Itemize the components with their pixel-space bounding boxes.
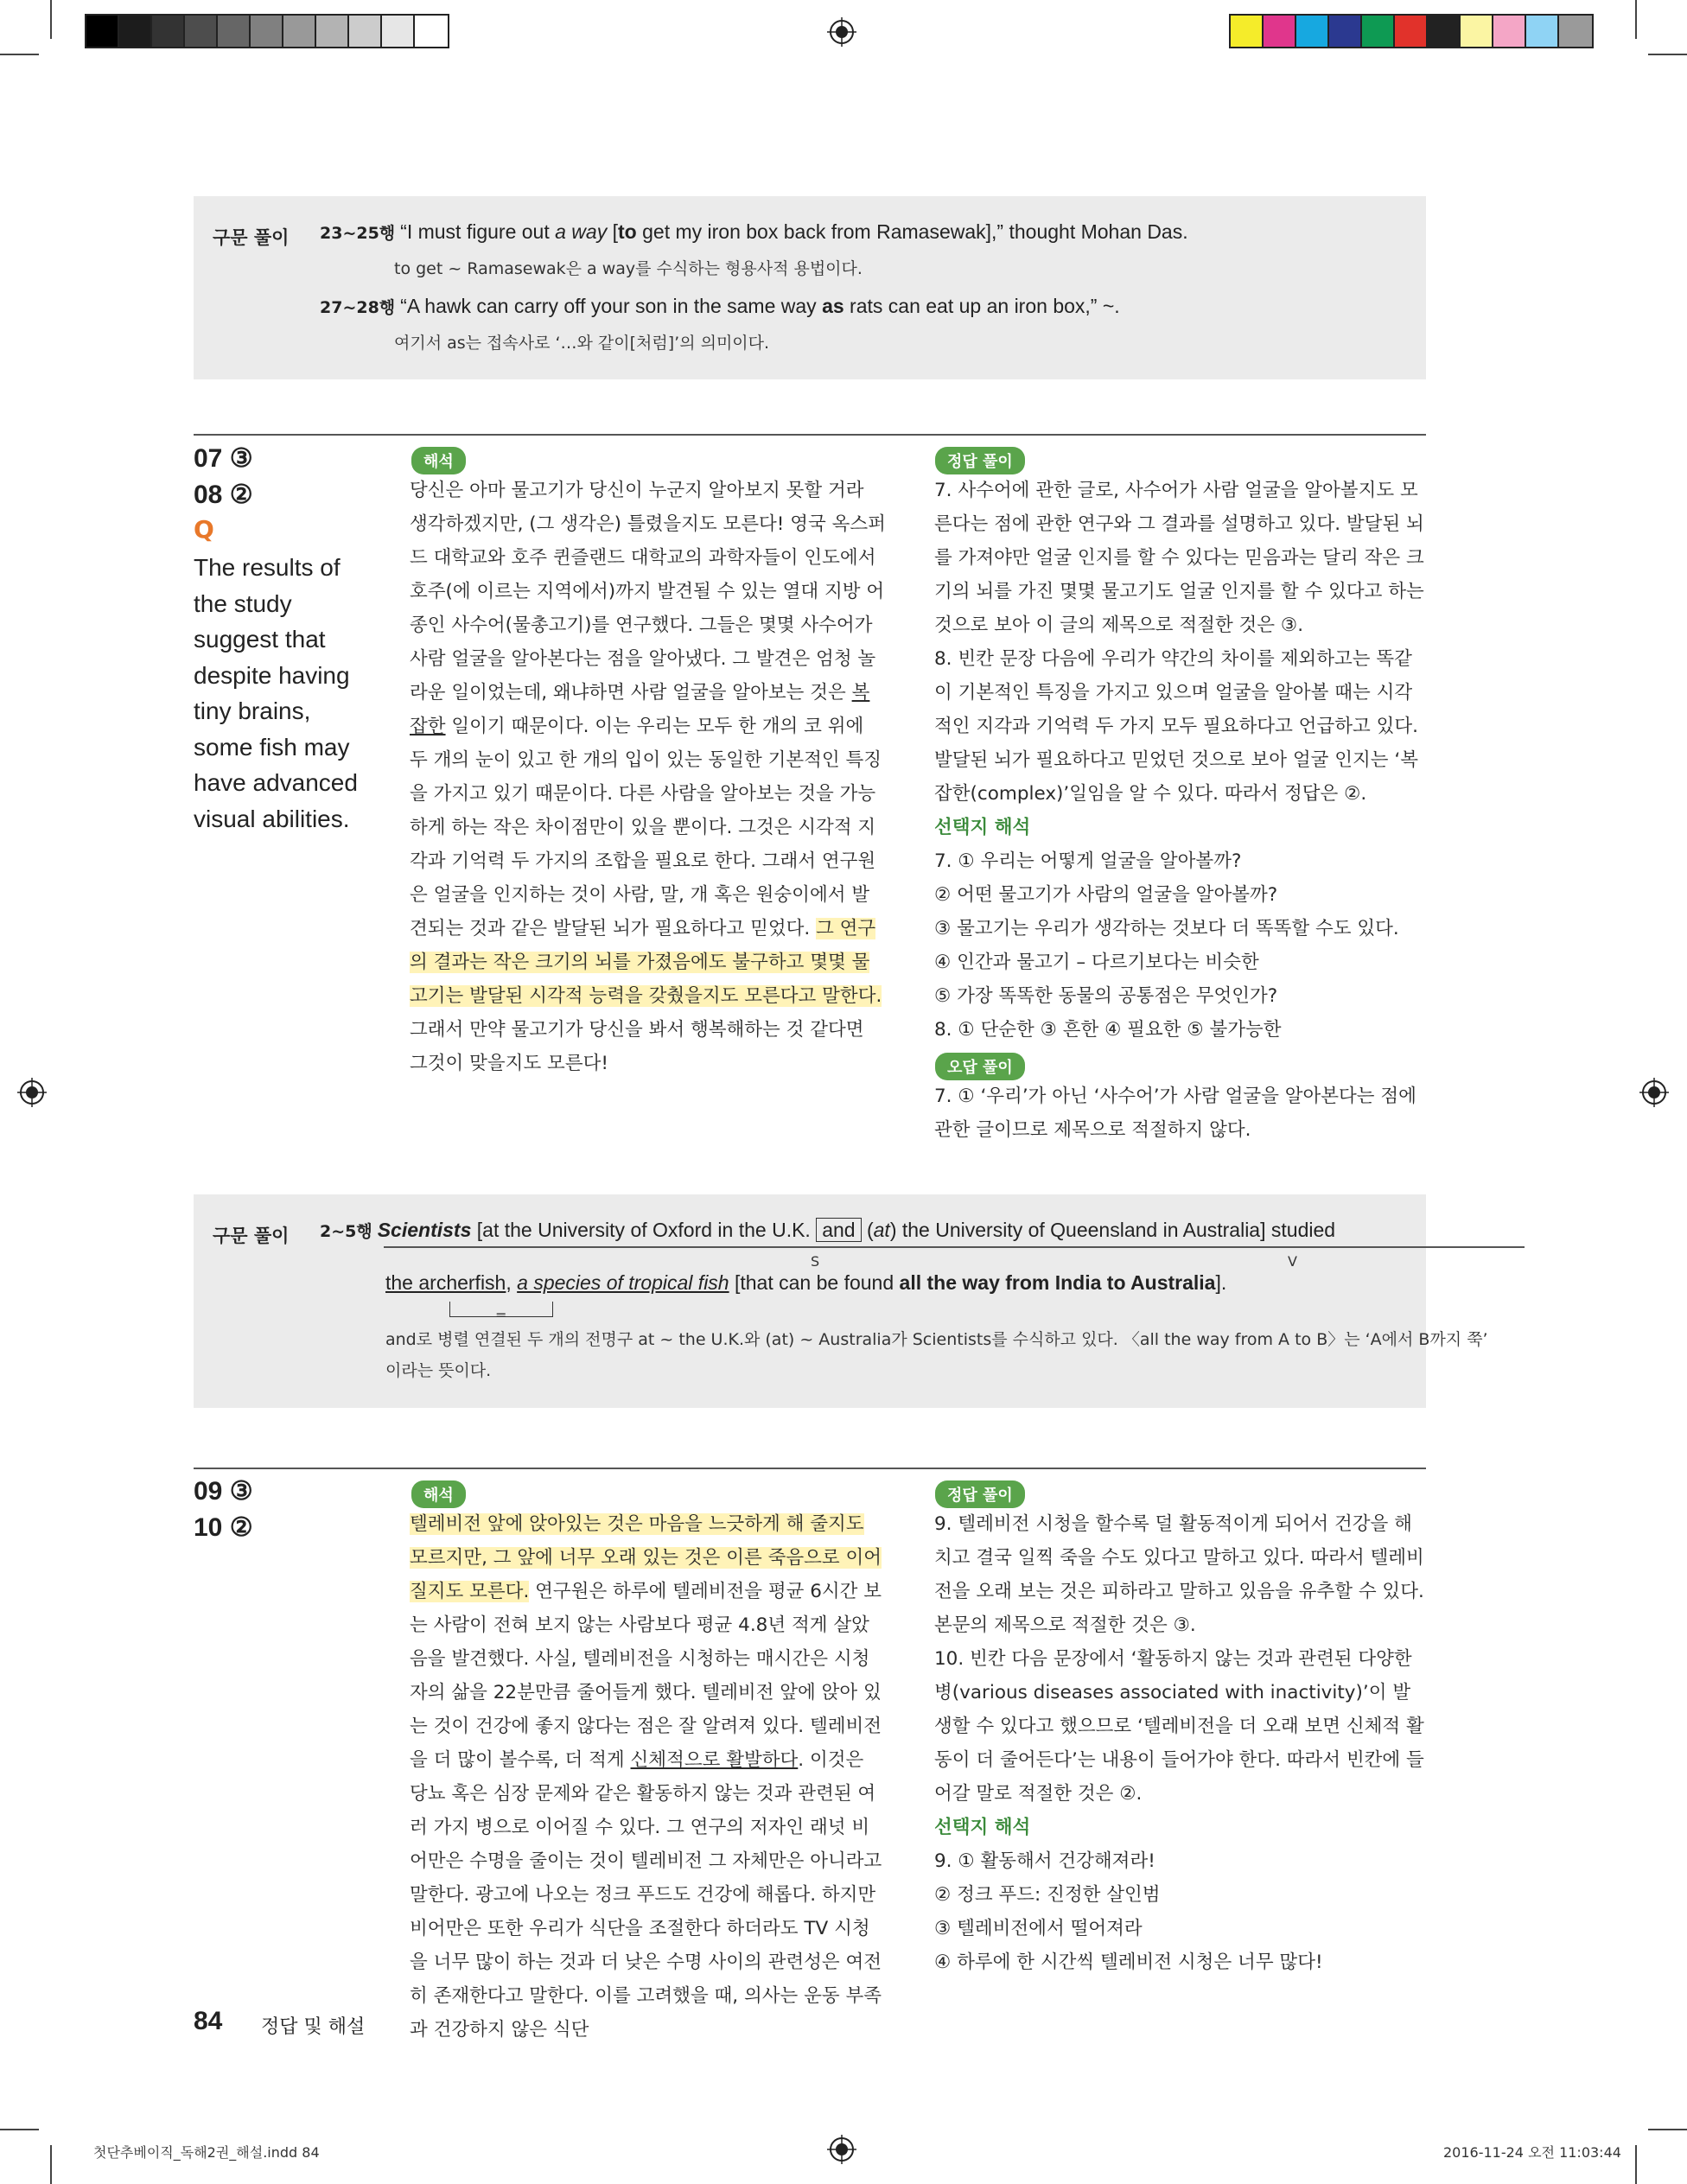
translation-text: 당신은 아마 물고기가 당신이 누군지 알아보지 못할 거라 생각하겠지만, (그 생각은) 틀렸을지도 모른다! 영국 옥스퍼드 대학교와 호주 퀸즐랜드 대학교의 과학자들이 인도에서 호주(에 이르는 지역에서)까지 발견될 수 있는 열대 지방 어종인 사수어(물총고기)를 연구했다. 그들은 몇몇 사수어가 사람 얼굴을 알아본다는 점을 알아냈다. 그 발견은 엄청 놀라운 일이었는데, 왜냐하면 사람 얼굴을 알아보는 것은 복잡한 일이기 때문이다. 이는 우리는 모두 한 개의 코 위에 두 개의 눈이 있고 한 개의 입이 있는 동일한 기본적인 특징을 가지고 있기 때문이다. 다른 사람을 알아보는 것을 가능하게 하는 작은 차이점만이 있을 뿐이다. 그것은 시각적 지각과 기억력 두 가지의 조합을 필요로 한다. 그래서 연구원은 얼굴을 인지하는 것이 사람, 말, 개 혹은 원숭이에서 발견되는 것과 같은 발달된 뇌가 필요하다고 믿었다. 그 연구의 결과는 작은 크기의 뇌를 가졌음에도 불구하고 몇몇 물고기는 발달된 시각적 능력을 갖췄을지도 모른다고 말한다. 그래서 만약 물고기가 당신을 봐서 행복해하는 것 같다면 그것이 맞을지도 모른다! — [410, 480, 886, 1074]
color-swatch — [152, 16, 185, 47]
color-swatch — [316, 16, 349, 47]
file-slug: 첫단추베이직_독해2권_해설.indd 84 — [93, 2144, 320, 2161]
grammar-line: 27~28행 “A hawk can carry off your son in the same way as rats can eat up an iron box,” ~. — [320, 295, 1120, 317]
color-swatch — [1362, 16, 1395, 47]
registration-mark-icon — [1639, 1078, 1669, 1107]
question-summary: The results of the study suggest that despite having tiny brains, some fish may have advanced visual abilities. — [194, 554, 358, 832]
registration-mark-icon — [17, 1078, 47, 1107]
answer-explanation: 9. 텔레비전 시청을 할수록 덜 활동적이게 되어서 건강을 해치고 결국 일찍 죽을 수도 있다고 말하고 있다. 따라서 텔레비전을 오래 보는 것은 피하라고 말하고 있음을 유추할 수 있다. 본문의 제목으로 적절한 것은 ③. 10. 빈칸 다음 문장에서 ‘활동하지 않는 것과 관련된 다양한 병(various diseases associated with inactivity)’이 발생할 수 있다고 했으므로 ‘텔레비전을 더 오래 보면 신체적 활동이 더 줄어든다’는 내용이 들어가야 한다. 따라서 빈칸에 들어갈 말로 적절한 것은 ②. 선택지 해석 9. ① 활동해서 건강해져라! ② 정크 푸드: 진정한 살인범 ③ 텔레비전에서 떨어져라 ④ 하루에 한 시간씩 텔레비전 시청은 너무 많다! — [934, 1513, 1424, 1973]
page-number: 84 — [194, 2007, 223, 2035]
registration-mark-icon — [827, 17, 856, 47]
process-color-bar — [1229, 14, 1594, 48]
color-swatch — [283, 16, 316, 47]
answer-07: 07 ③ — [194, 444, 253, 473]
grammar-note: 여기서 as는 접속사로 ‘…와 같이[처럼]’의 의미이다. — [394, 334, 770, 353]
answer-09: 09 ③ — [194, 1477, 253, 1506]
crop-mark — [0, 2129, 39, 2130]
color-swatch — [119, 16, 152, 47]
print-timestamp: 2016-11-24 오전 11:03:44 — [1443, 2144, 1621, 2161]
grammar-box-1 — [194, 196, 1426, 379]
color-swatch — [218, 16, 251, 47]
grammar-line: the archerfish, a species of tropical fish [that can be found all the way from India to Australia]. — [385, 1271, 1227, 1294]
grammar-box-2 — [194, 1194, 1488, 1408]
subject-underline — [384, 1246, 1525, 1248]
answer-explanation: 7. 사수어에 관한 글로, 사수어가 사람 얼굴을 알아볼지도 모른다는 점에 관한 연구와 그 결과를 설명하고 있다. 발달된 뇌를 가져야만 얼굴 인지를 할 수 있다는 믿음과는 달리 작은 크기의 뇌를 가진 몇몇 물고기도 얼굴 인지를 할 수 있다고 하는 것으로 보아 이 글의 제목으로 적절한 것은 ③. 8. 빈칸 문장 다음에 우리가 약간의 차이를 제외하고는 똑같이 기본적인 특징을 가지고 있으며 얼굴을 알아볼 때는 시각적인 지각과 기억력 두 가지 모두 필요하다고 언급하고 있다. 발달된 뇌가 필요하다고 믿었던 것으로 보아 얼굴 인지는 ‘복잡한(complex)’일임을 알 수 있다. 따라서 정답은 ②. 선택지 해석 7. ① 우리는 어떻게 얼굴을 알아볼까? ② 어떤 물고기가 사람의 얼굴을 알아볼까? ③ 물고기는 우리가 생각하는 것보다 더 똑똑할 수도 있다. ④ 인간과 물고기 – 다르기보다는 비슷한 ⑤ 가장 똑똑한 동물의 공통점은 무엇인가? 8. ① 단순한 ③ 흔한 ④ 필요한 ⑤ 불가능한 — [934, 480, 1424, 1041]
crop-mark — [1648, 2129, 1687, 2130]
crop-mark — [1648, 54, 1687, 55]
color-swatch — [1231, 16, 1264, 47]
grayscale-color-bar — [85, 14, 449, 48]
grammar-label: 구문 풀이 — [213, 1226, 290, 1246]
grammar-note: 이라는 뜻이다. — [385, 1361, 492, 1380]
color-swatch — [1296, 16, 1329, 47]
color-swatch — [1264, 16, 1296, 47]
section-divider — [194, 434, 1426, 436]
color-swatch — [1395, 16, 1428, 47]
subject-marker: S — [811, 1253, 820, 1270]
answer-10: 10 ② — [194, 1513, 253, 1542]
color-swatch — [415, 16, 448, 47]
wrong-answer-explanation: 7. ① ‘우리’가 아닌 ‘사수어’가 사람 얼굴을 알아본다는 점에 관한 글이므로 제목으로 적절하지 않다. — [934, 1086, 1416, 1141]
section-divider — [194, 1468, 1426, 1469]
grammar-line: 2~5행 Scientists [at the University of Oxford in the U.K. and (at) the University of Queensland in Australia] studied — [320, 1219, 1336, 1241]
verb-marker: V — [1288, 1253, 1297, 1270]
crop-mark — [1635, 0, 1637, 39]
answer-explanation-badge: 정답 풀이 — [935, 447, 1025, 474]
apposition-equals-marker: = — [495, 1307, 507, 1323]
answer-explanation-badge: 정답 풀이 — [935, 1480, 1025, 1508]
color-swatch — [1559, 16, 1592, 47]
color-swatch — [349, 16, 382, 47]
translation-badge: 해석 — [411, 1480, 466, 1508]
color-swatch — [1526, 16, 1559, 47]
color-swatch — [185, 16, 218, 47]
question-mark-label: Q — [194, 515, 214, 544]
crop-mark — [0, 54, 39, 55]
color-swatch — [1428, 16, 1461, 47]
color-swatch — [382, 16, 415, 47]
color-swatch — [1493, 16, 1526, 47]
translation-badge: 해석 — [411, 447, 466, 474]
crop-mark — [50, 2145, 52, 2184]
color-swatch — [251, 16, 283, 47]
color-swatch — [1461, 16, 1493, 47]
grammar-label: 구문 풀이 — [213, 227, 290, 248]
answer-08: 08 ② — [194, 481, 253, 509]
wrong-answer-badge: 오답 풀이 — [935, 1053, 1025, 1080]
page-section-label: 정답 및 해설 — [261, 2016, 366, 2038]
crop-mark — [1635, 2145, 1637, 2184]
color-swatch — [1329, 16, 1362, 47]
grammar-note: and로 병렬 연결된 두 개의 전명구 at ~ the U.K.와 (at) ~ Australia가 Scientists를 수식하고 있다. 〈all the way from A to B〉는 ‘A에서 B까지 쭉’ — [385, 1330, 1488, 1349]
grammar-note: to get ~ Ramasewak은 a way를 수식하는 형용사적 용법이다. — [394, 259, 863, 278]
registration-mark-icon — [827, 2135, 856, 2164]
crop-mark — [50, 0, 52, 39]
grammar-line: 23~25행 “I must figure out a way [to get my iron box back from Ramasewak],” thought Mohan Das. — [320, 220, 1188, 243]
translation-text: 텔레비전 앞에 앉아있는 것은 마음을 느긋하게 해 줄지도 모르지만, 그 앞에 너무 오래 있는 것은 이른 죽음으로 이어질지도 모른다. 연구원은 하루에 텔레비전을 평균 6시간 보는 사람이 전혀 보지 않는 사람보다 평균 4.8년 적게 살았음을 발견했다. 사실, 텔레비전을 시청하는 매시간은 시청자의 삶을 22분만큼 줄어들게 했다. 텔레비전 앞에 앉아 있는 것이 건강에 좋지 않다는 점은 잘 알려져 있다. 텔레비전을 더 많이 볼수록, 더 적게 신체적으로 활발하다. 이것은 당뇨 혹은 심장 문제와 같은 활동하지 않는 것과 관련된 여러 가지 병으로 이어질 수 있다. 그 연구의 저자인 래넛 비어만은 수명을 줄이는 것이 텔레비전 그 자체만은 아니라고 말한다. 광고에 나오는 정크 푸드도 건강에 해롭다. 하지만 비어만은 또한 우리가 식단을 조절한다 하더라도 TV 시청을 너무 많이 하는 것과 더 낮은 수명 사이의 관련성은 여전히 존재한다고 말한다. 이를 고려했을 때, 의사는 운동 부족과 건강하지 않은 식단 — [410, 1513, 882, 2041]
color-swatch — [86, 16, 119, 47]
